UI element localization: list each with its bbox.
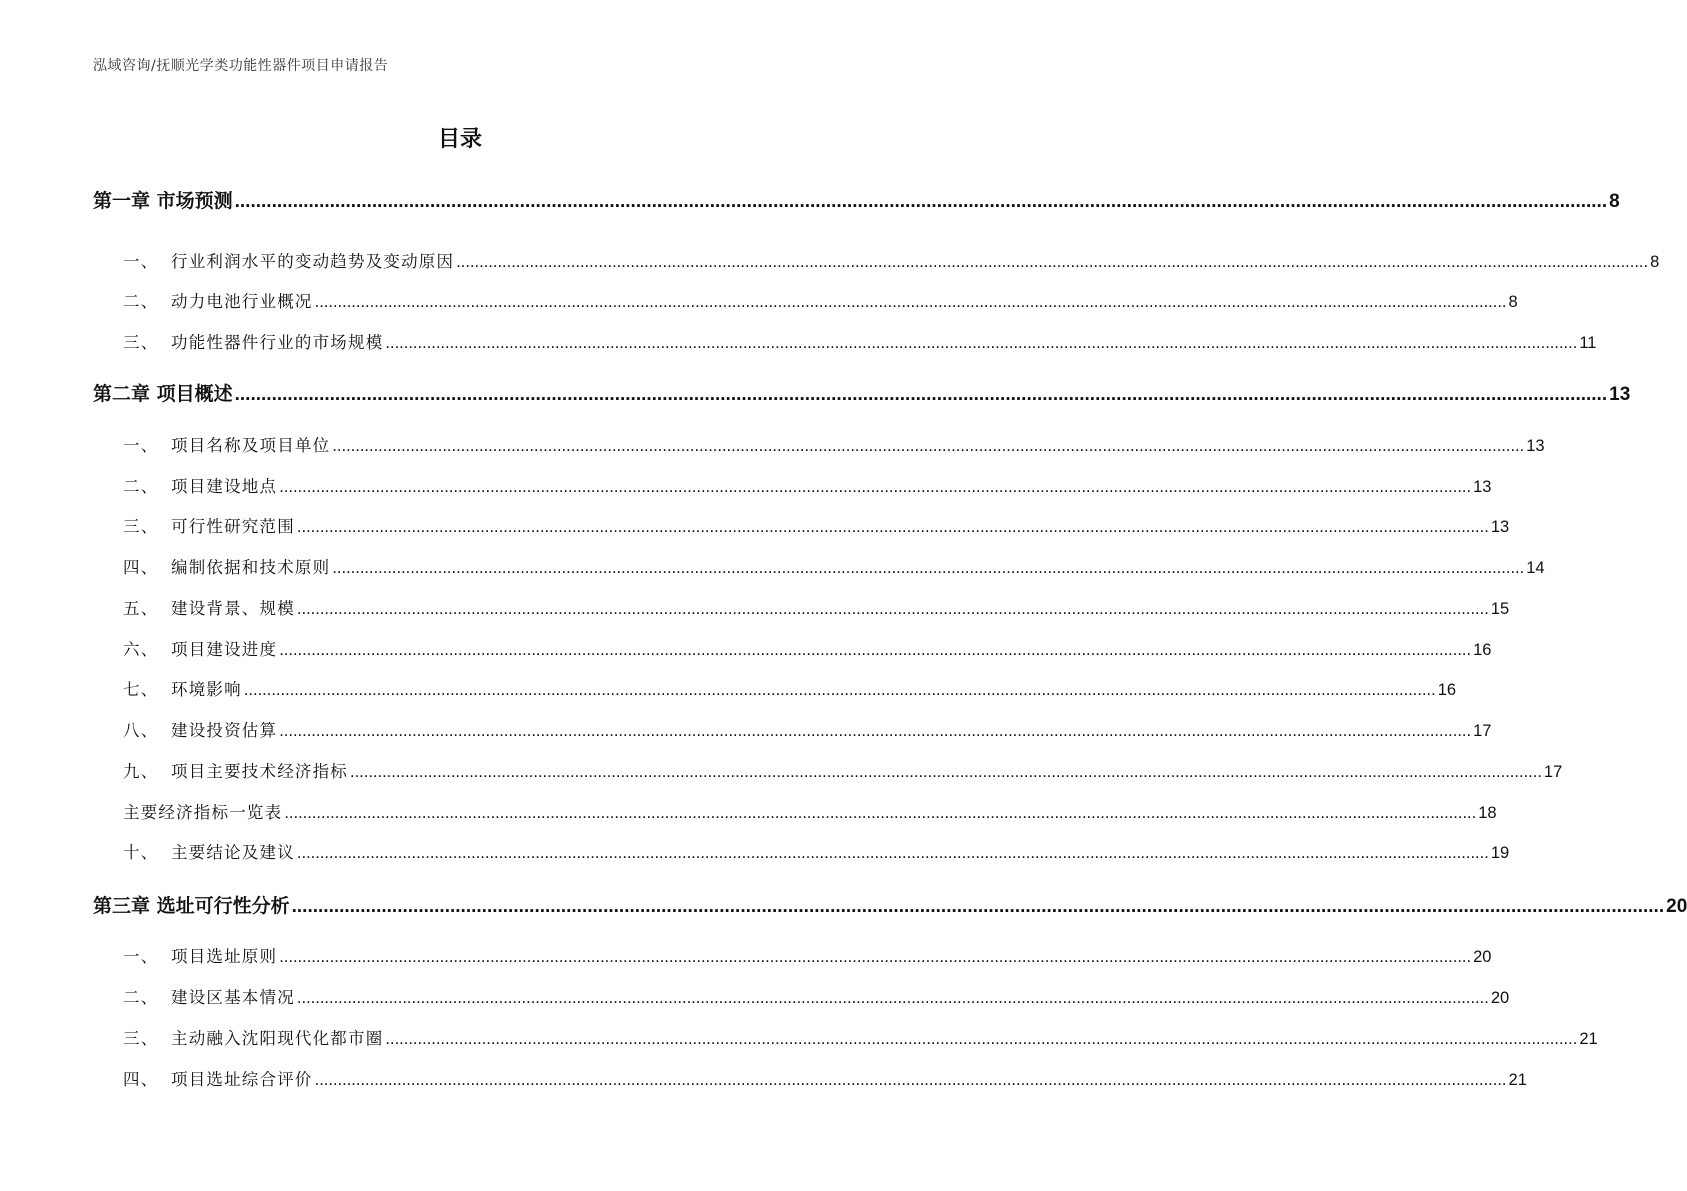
toc-entry-page: 15 — [1490, 600, 1510, 618]
toc-entry-label: 主要经济指标一览表 — [123, 803, 283, 822]
toc-entry-page: 18 — [1478, 804, 1497, 822]
toc-entry-section[interactable] — [123, 513, 1510, 537]
toc-entry-page: 20 — [1490, 989, 1510, 1007]
toc-entry-label: 第三章 选址可行性分析 — [93, 895, 290, 917]
toc-leader-dots: .................................................................................................................................................................................................................................................................... — [284, 804, 1477, 822]
toc-entry-number: 四、 — [123, 558, 159, 577]
toc-leader-dots: .................................................................................................................................................................................................................................................................... — [456, 253, 1649, 271]
toc-entry-section[interactable] — [123, 473, 1492, 497]
toc-entry-number: 一、 — [123, 252, 159, 271]
toc-entry-section[interactable] — [123, 1066, 1527, 1090]
toc-entry-section[interactable] — [123, 432, 1545, 456]
toc-entry-number: 二、 — [123, 292, 159, 311]
toc-entry-page: 8 — [1650, 253, 1660, 271]
toc-entry-label: 可行性研究范围 — [171, 517, 295, 536]
toc-entry-number: 十、 — [123, 843, 159, 862]
toc-entry-label: 项目建设进度 — [171, 640, 278, 659]
toc-entry-label: 项目建设地点 — [171, 477, 278, 496]
toc-entry-label: 建设区基本情况 — [171, 988, 295, 1007]
toc-leader-dots: .................................................................................................................................................................................................................................................................... — [314, 293, 1507, 311]
toc-leader-dots: .................................................................................................................................................................................................................................................................... — [234, 384, 1608, 405]
toc-entry-number: 三、 — [123, 1029, 159, 1048]
toc-entry-page: 21 — [1579, 1030, 1598, 1048]
toc-entry-number: 六、 — [123, 640, 159, 659]
toc-leader-dots: .................................................................................................................................................................................................................................................................... — [291, 896, 1665, 917]
toc-entry-section[interactable] — [123, 717, 1492, 741]
toc-leader-dots: .................................................................................................................................................................................................................................................................... — [279, 722, 1472, 740]
toc-entry-section[interactable] — [123, 288, 1518, 312]
toc-entry-label: 第一章 市场预测 — [93, 190, 233, 212]
toc-entry-number: 四、 — [123, 1070, 159, 1089]
toc-entry-section[interactable] — [123, 758, 1563, 782]
page-header: 泓域咨询/抚顺光学类功能性器件项目申请报告 — [93, 58, 389, 74]
toc-entry-section[interactable] — [123, 984, 1510, 1008]
toc-leader-dots: .................................................................................................................................................................................................................................................................... — [296, 600, 1489, 618]
toc-entry-label: 功能性器件行业的市场规模 — [171, 333, 384, 352]
toc-leader-dots: .................................................................................................................................................................................................................................................................... — [296, 989, 1489, 1007]
toc-entry-label: 项目选址综合评价 — [171, 1070, 313, 1089]
toc-entry-page: 20 — [1666, 896, 1687, 917]
toc-entry-number: 八、 — [123, 721, 159, 740]
toc-entry-label: 项目名称及项目单位 — [171, 436, 331, 455]
toc-entry-label: 环境影响 — [171, 680, 242, 699]
toc-entry-label: 建设背景、规模 — [171, 599, 295, 618]
toc-entry-page: 13 — [1609, 384, 1631, 405]
toc-entry-chapter-2[interactable] — [93, 379, 1631, 406]
toc-entry-page: 17 — [1543, 763, 1563, 781]
toc-leader-dots: .................................................................................................................................................................................................................................................................... — [385, 1030, 1578, 1048]
toc-entry-page: 19 — [1490, 844, 1510, 862]
toc-entry-label: 项目选址原则 — [171, 947, 278, 966]
toc-entry-label: 主动融入沈阳现代化都市圈 — [171, 1029, 384, 1048]
toc-entry-number: 五、 — [123, 599, 159, 618]
toc-entry-section[interactable] — [123, 1025, 1598, 1049]
toc-entry-number: 二、 — [123, 988, 159, 1007]
toc-entry-page: 17 — [1473, 722, 1492, 740]
toc-leader-dots: .................................................................................................................................................................................................................................................................... — [314, 1071, 1507, 1089]
toc-entry-label: 项目主要技术经济指标 — [171, 762, 348, 781]
toc-entry-number: 三、 — [123, 333, 159, 352]
toc-entry-label: 主要结论及建议 — [171, 843, 295, 862]
toc-entry-label: 动力电池行业概况 — [171, 292, 313, 311]
toc-leader-dots: .................................................................................................................................................................................................................................................................... — [279, 641, 1472, 659]
toc-entry-section[interactable] — [123, 636, 1492, 660]
toc-entry-page: 13 — [1490, 518, 1510, 536]
toc-entry-number: 九、 — [123, 762, 159, 781]
toc-entry-section[interactable] — [123, 329, 1597, 353]
toc-leader-dots: .................................................................................................................................................................................................................................................................... — [332, 559, 1525, 577]
toc-leader-dots: .................................................................................................................................................................................................................................................................... — [296, 844, 1489, 862]
toc-entry-page: 13 — [1526, 437, 1545, 455]
toc-entry-page: 20 — [1473, 948, 1492, 966]
toc-leader-dots: .................................................................................................................................................................................................................................................................... — [243, 681, 1436, 699]
toc-entry-page: 13 — [1473, 478, 1492, 496]
toc-entry-section[interactable] — [123, 676, 1457, 700]
toc-entry-label: 行业利润水平的变动趋势及变动原因 — [171, 252, 455, 271]
toc-leader-dots: .................................................................................................................................................................................................................................................................... — [234, 191, 1608, 212]
toc-entry-section[interactable] — [123, 554, 1545, 578]
toc-entry-page: 14 — [1526, 559, 1545, 577]
toc-leader-dots: .................................................................................................................................................................................................................................................................... — [385, 334, 1578, 352]
toc-leader-dots: .................................................................................................................................................................................................................................................................... — [332, 437, 1525, 455]
toc-entry-label: 建设投资估算 — [171, 721, 278, 740]
toc-entry-number: 七、 — [123, 680, 159, 699]
toc-entry-chapter-1[interactable] — [93, 186, 1620, 213]
toc-entry-label: 编制依据和技术原则 — [171, 558, 331, 577]
toc-entry-page: 16 — [1473, 641, 1492, 659]
toc-leader-dots: .................................................................................................................................................................................................................................................................... — [279, 478, 1472, 496]
toc-leader-dots: .................................................................................................................................................................................................................................................................... — [296, 518, 1489, 536]
toc-leader-dots: .................................................................................................................................................................................................................................................................... — [279, 948, 1472, 966]
toc-leader-dots: .................................................................................................................................................................................................................................................................... — [350, 763, 1542, 781]
toc-entry-page: 21 — [1508, 1071, 1527, 1089]
toc-entry-chapter-3[interactable] — [93, 891, 1687, 918]
toc-entry-page: 8 — [1508, 293, 1518, 311]
toc-entry-label: 第二章 项目概述 — [93, 383, 233, 405]
toc-entry-section[interactable] — [123, 943, 1492, 967]
toc-entry-section[interactable] — [123, 595, 1510, 619]
toc-entry-number: 三、 — [123, 517, 159, 536]
toc-entry-page: 11 — [1579, 334, 1597, 352]
toc-entry-page: 16 — [1437, 681, 1457, 699]
toc-entry-page: 8 — [1609, 191, 1620, 212]
toc-entry-number: 一、 — [123, 947, 159, 966]
toc-entry-number: 一、 — [123, 436, 159, 455]
toc-entry-number: 二、 — [123, 477, 159, 496]
toc-title: 目录 — [437, 127, 482, 152]
toc-entry-section[interactable] — [123, 799, 1497, 823]
toc-entry-section[interactable] — [123, 839, 1510, 863]
toc-entry-section[interactable] — [123, 248, 1660, 272]
